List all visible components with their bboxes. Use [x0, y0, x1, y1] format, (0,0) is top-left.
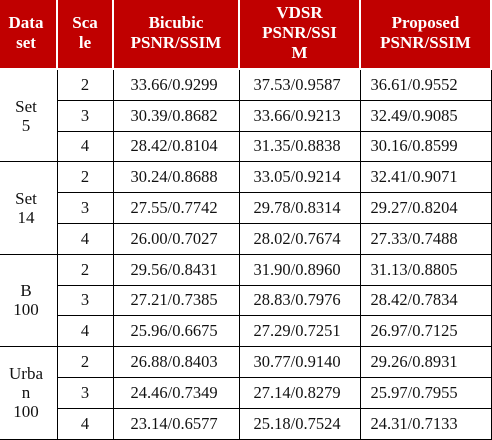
vdsr-cell: 28.02/0.7674	[239, 223, 360, 254]
table-body	[0, 69, 491, 439]
table-row	[0, 100, 491, 131]
vdsr-cell: 27.29/0.7251	[239, 316, 360, 347]
scale-cell: 4	[57, 223, 113, 254]
table-row	[0, 254, 491, 285]
proposed-cell: 30.16/0.8599	[360, 131, 491, 162]
proposed-cell: 29.27/0.8204	[360, 193, 491, 224]
proposed-cell: 32.49/0.9085	[360, 100, 491, 131]
vdsr-cell: 28.83/0.7976	[239, 285, 360, 316]
vdsr-cell: 30.77/0.9140	[239, 347, 360, 378]
scale-cell: 3	[57, 285, 113, 316]
bicubic-cell: 23.14/0.6577	[113, 408, 239, 439]
table-row	[0, 316, 491, 347]
table-header	[0, 0, 491, 69]
scale-cell: 4	[57, 316, 113, 347]
proposed-cell: 25.97/0.7955	[360, 377, 491, 408]
table-row	[0, 131, 491, 162]
header-dataset: Data set	[0, 0, 57, 69]
table-row	[0, 162, 491, 193]
table-row	[0, 347, 491, 378]
proposed-cell: 29.26/0.8931	[360, 347, 491, 378]
bicubic-cell: 25.96/0.6675	[113, 316, 239, 347]
bicubic-cell: 30.24/0.8688	[113, 162, 239, 193]
bicubic-cell: 24.46/0.7349	[113, 377, 239, 408]
proposed-cell: 28.42/0.7834	[360, 285, 491, 316]
bicubic-cell: 27.55/0.7742	[113, 193, 239, 224]
vdsr-cell: 29.78/0.8314	[239, 193, 360, 224]
proposed-cell: 27.33/0.7488	[360, 223, 491, 254]
header-scale: Sca le	[57, 0, 113, 69]
scale-cell: 2	[57, 347, 113, 378]
proposed-cell: 32.41/0.9071	[360, 162, 491, 193]
scale-cell: 3	[57, 193, 113, 224]
proposed-cell: 26.97/0.7125	[360, 316, 491, 347]
vdsr-cell: 27.14/0.8279	[239, 377, 360, 408]
vdsr-cell: 25.18/0.7524	[239, 408, 360, 439]
scale-cell: 4	[57, 408, 113, 439]
vdsr-cell: 31.35/0.8838	[239, 131, 360, 162]
table-row	[0, 377, 491, 408]
table-row	[0, 285, 491, 316]
table-row	[0, 408, 491, 439]
header-bicubic: Bicubic PSNR/SSIM	[113, 0, 239, 69]
header-proposed: Proposed PSNR/SSIM	[360, 0, 491, 69]
vdsr-cell: 33.66/0.9213	[239, 100, 360, 131]
dataset-cell-set5: Set 5	[0, 69, 57, 162]
header-row	[0, 0, 491, 69]
table-row	[0, 69, 491, 100]
dataset-cell-urban100: Urba n 100	[0, 347, 57, 439]
bicubic-cell: 28.42/0.8104	[113, 131, 239, 162]
proposed-cell: 31.13/0.8805	[360, 254, 491, 285]
scale-cell: 2	[57, 162, 113, 193]
bicubic-cell: 29.56/0.8431	[113, 254, 239, 285]
scale-cell: 4	[57, 131, 113, 162]
bicubic-cell: 33.66/0.9299	[113, 69, 239, 100]
vdsr-cell: 31.90/0.8960	[239, 254, 360, 285]
bicubic-cell: 27.21/0.7385	[113, 285, 239, 316]
dataset-cell-set14: Set 14	[0, 162, 57, 254]
scale-cell: 3	[57, 377, 113, 408]
bicubic-cell: 26.88/0.8403	[113, 347, 239, 378]
table-row	[0, 193, 491, 224]
bicubic-cell: 26.00/0.7027	[113, 223, 239, 254]
scale-cell: 2	[57, 254, 113, 285]
scale-cell: 3	[57, 100, 113, 131]
bicubic-cell: 30.39/0.8682	[113, 100, 239, 131]
vdsr-cell: 37.53/0.9587	[239, 69, 360, 100]
vdsr-cell: 33.05/0.9214	[239, 162, 360, 193]
proposed-cell: 36.61/0.9552	[360, 69, 491, 100]
scale-cell: 2	[57, 69, 113, 100]
proposed-cell: 24.31/0.7133	[360, 408, 491, 439]
table-row	[0, 223, 491, 254]
dataset-cell-b100: B 100	[0, 254, 57, 346]
header-vdsr: VDSR PSNR/SSI M	[239, 0, 360, 69]
